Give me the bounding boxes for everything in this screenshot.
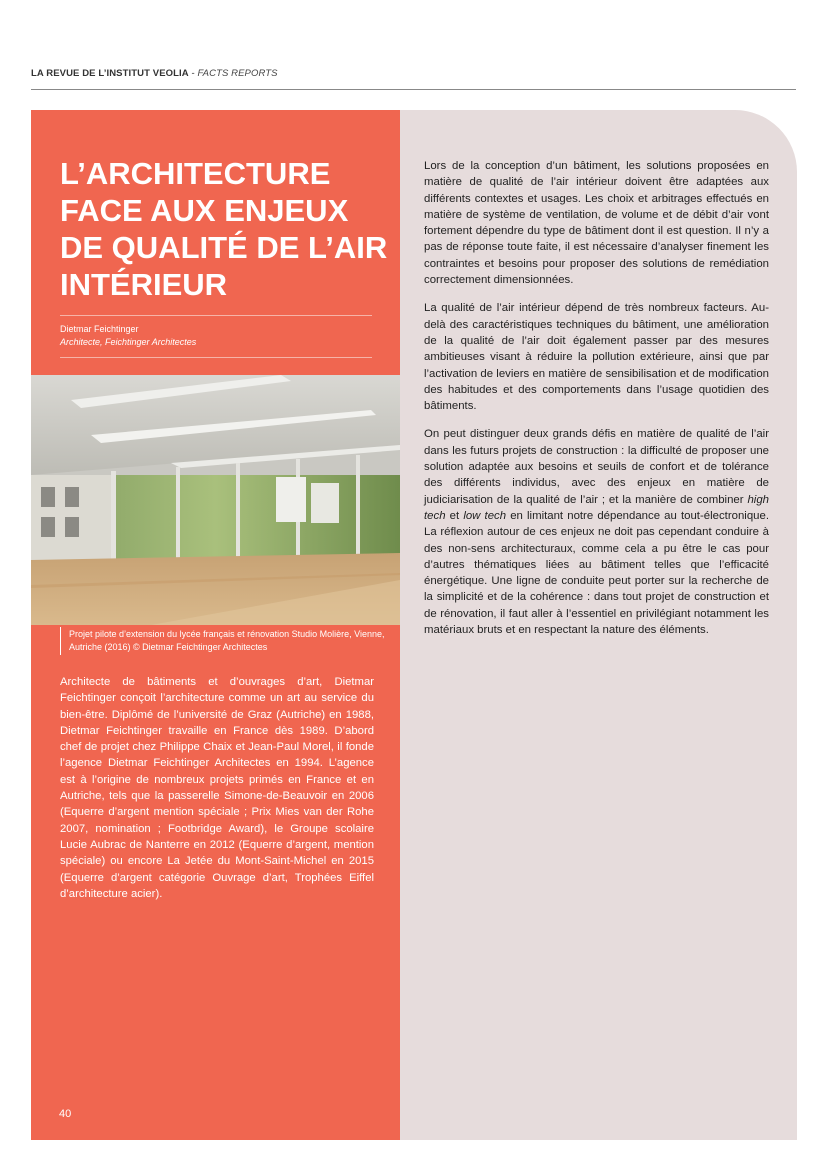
- article-title: [60, 155, 390, 303]
- emphasis-low-tech: low tech: [463, 509, 507, 522]
- author-bio: Architecte de bâtiments et d’ouvrages d’art, Dietmar Feichtinger conçoit l’architecture comme un art au service du bien-être. Diplômé de l’université de Graz (Autriche) en 1988, Dietmar Feichtinger travaille en France dès 1989. D’abord chef de projet chez Philippe Chaix et Jean-Paul Morel, il fonde l’agence Dietmar Feichtinger Architectes en 1994. L’agence est à l’origine de nombreux projets primés en France et en Autriche, tels que la passerelle Simone-de-Beauvoir en 2006 (Equerre d’argent mention spéciale ; Prix Mies van der Rohe 2007, nomination ; Footbridge Award), le Groupe scolaire Lucie Aubrac de Nanterre en 2012 (Equerre d’argent, mention spéciale) ou encore La Jetée du Mont-Saint-Michel en 2015 (Equerre d’argent catégorie Ouvrage d’art, Trophées Eiffel d’architecture acier).: [60, 676, 374, 900]
- section-name: FACTS REPORTS: [197, 68, 278, 79]
- author-top-divider: [60, 315, 372, 316]
- title-line: DE QUALITÉ DE L’AIR: [60, 230, 388, 265]
- photo-caption: Projet pilote d’extension du lycée français et rénovation Studio Molière, Vienne, Autriche (2016) © Dietmar Feichtinger Architectes: [69, 629, 385, 652]
- author-name: Dietmar Feichtinger: [60, 324, 139, 334]
- author-block: [60, 323, 196, 349]
- journal-name: LA REVUE DE L’INSTITUT VEOLIA: [31, 68, 189, 79]
- body-paragraph: [424, 426, 769, 638]
- caption-marker: [60, 627, 61, 655]
- body-paragraph: La qualité de l’air intérieur dépend de très nombreux facteurs. Au-delà des caractéristiques techniques du bâtiment, une amélioration de la qualité de l’air doit également passer par des mesures ambitieuses visant à réduire la pollution extérieure, ainsi que par l’activation de leviers en matière de sensibilisation et de modification des habitudes et des comportements dans l’usage quotidien des bâtiments.: [424, 302, 769, 413]
- paragraph-text: On peut distinguer deux grands défis en matière de qualité de l’air dans les futurs projets de construction : la difficulté de proposer une solution adaptée aux besoins et seuils de confort et de tolérance des différents individus, avec des enjeux en matière de judiciarisation de la qualité de l’air ; et la manière de combiner: [424, 428, 769, 506]
- header-separator: -: [188, 68, 198, 79]
- running-header: [31, 68, 796, 79]
- paragraph-text: et: [445, 509, 464, 522]
- title-line: INTÉRIEUR: [60, 267, 228, 302]
- header-divider: [31, 89, 796, 90]
- title-line: FACE AUX ENJEUX: [60, 193, 349, 228]
- title-line: L’ARCHITECTURE: [60, 156, 331, 191]
- author-role: Architecte, Feichtinger Architectes: [60, 337, 197, 347]
- paragraph-text: en limitant notre dépendance au tout-électronique. La réflexion autour de ces enjeux ne doit pas cependant conduire à des non-sens architecturaux, comme cela a pu être le cas pour d’autres thématiques liées au bâtiment telles que l’efficacité énergétique. Une ligne de conduite peut porter sur la recherche de la simplicité et de la cohérence : dans tout projet de construction et de rénovation, il faut aller à l’essentiel en privilégiant notamment les matériaux bruts et en respectant la nature des éléments.: [424, 509, 769, 637]
- body-paragraph: Lors de la conception d’un bâtiment, les solutions proposées en matière de qualité de l’air intérieur doivent être adaptées aux différents contextes et usages. Les choix et arbitrages effectués en matière de système de ventilation, de volume et de débit d’air vont fortement dépendre du type de bâtiment dont il est question. Il n’y a pas de réponse toute faite, il est nécessaire d’analyser finement les contraintes et besoins pour proposer des solutions de remédiation correctement dimensionnées.: [424, 160, 769, 287]
- author-bottom-divider: [60, 357, 372, 358]
- page-number: 40: [59, 1108, 72, 1120]
- photo-illustration: [31, 375, 400, 625]
- emphasis-high-tech: high tech: [424, 493, 769, 522]
- classroom-photo: [31, 375, 400, 625]
- article-body: [424, 158, 769, 650]
